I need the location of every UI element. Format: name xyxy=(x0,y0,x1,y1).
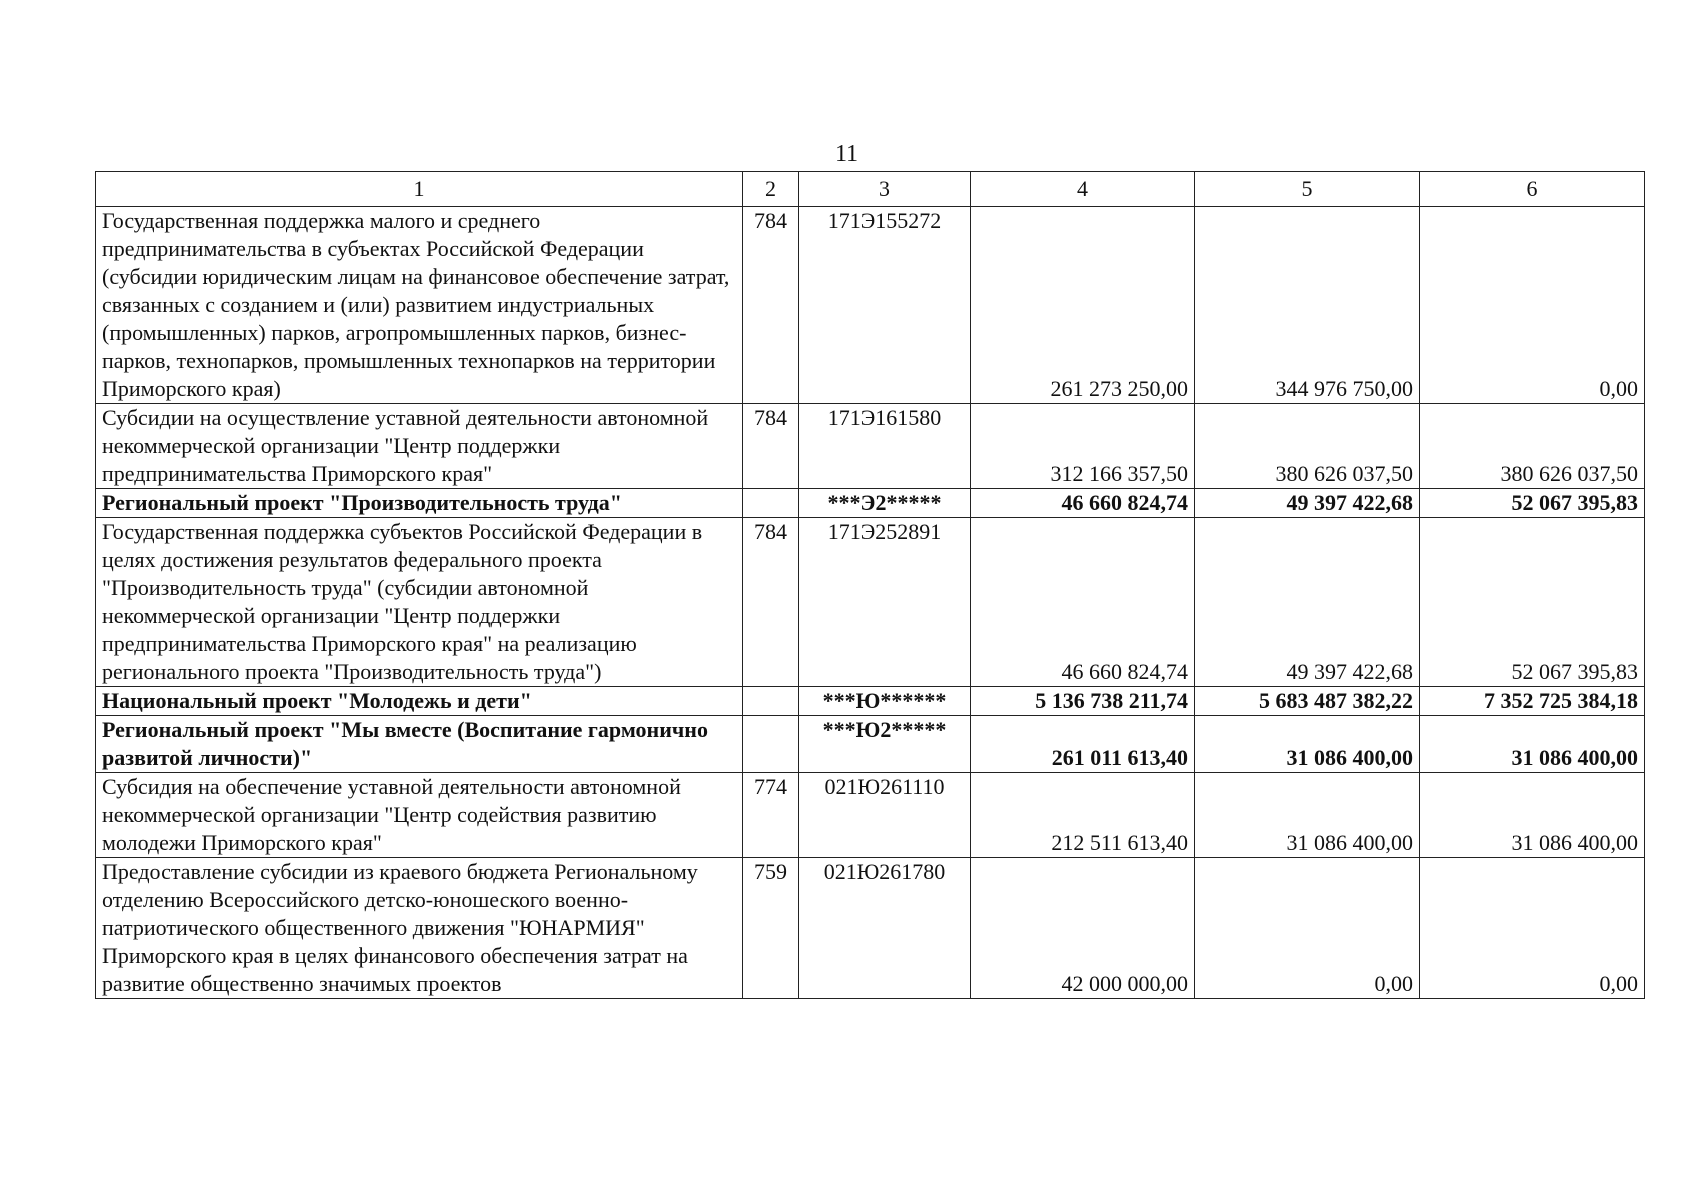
budget-table xyxy=(95,171,1645,999)
row-amount-col5: 380 626 037,50 xyxy=(1195,404,1420,489)
table-row xyxy=(96,207,1645,404)
row-amount-col4: 46 660 824,74 xyxy=(971,489,1195,518)
row-amount-col6: 31 086 400,00 xyxy=(1420,716,1645,773)
row-amount-col4: 46 660 824,74 xyxy=(971,518,1195,687)
row-amount-col5: 49 397 422,68 xyxy=(1195,518,1420,687)
table-row xyxy=(96,518,1645,687)
row-name: Субсидия на обеспечение уставной деятельности автономной некоммерческой организации "Центр содействия развитию молодежи Приморского края" xyxy=(96,773,743,858)
row-amount-col6: 7 352 725 384,18 xyxy=(1420,687,1645,716)
row-name: Национальный проект "Молодежь и дети" xyxy=(96,687,743,716)
row-department-code xyxy=(743,716,799,773)
row-target-article: ***Ю2***** xyxy=(799,716,971,773)
column-header-6: 6 xyxy=(1420,172,1645,207)
table-row-project xyxy=(96,489,1645,518)
table-header-row xyxy=(96,172,1645,207)
table-row-project xyxy=(96,687,1645,716)
row-name: Субсидии на осуществление уставной деятельности автономной некоммерческой организации "Центр поддержки предпринимательства Приморского края" xyxy=(96,404,743,489)
row-department-code: 784 xyxy=(743,207,799,404)
row-amount-col4: 5 136 738 211,74 xyxy=(971,687,1195,716)
row-amount-col4: 261 273 250,00 xyxy=(971,207,1195,404)
row-department-code xyxy=(743,489,799,518)
row-name: Региональный проект "Мы вместе (Воспитание гармонично развитой личности)" xyxy=(96,716,743,773)
row-amount-col5: 5 683 487 382,22 xyxy=(1195,687,1420,716)
row-amount-col5: 31 086 400,00 xyxy=(1195,773,1420,858)
row-amount-col4: 261 011 613,40 xyxy=(971,716,1195,773)
row-target-article: 171Э161580 xyxy=(799,404,971,489)
row-amount-col5: 344 976 750,00 xyxy=(1195,207,1420,404)
row-department-code: 759 xyxy=(743,858,799,999)
row-target-article: 171Э155272 xyxy=(799,207,971,404)
row-name: Государственная поддержка субъектов Российской Федерации в целях достижения результатов федерального проекта "Производительность труда" (субсидии автономной некоммерческой организации "Центр поддержки предпринимательства Приморского края" на реализацию регионального проекта "Производительность труда") xyxy=(96,518,743,687)
row-department-code: 784 xyxy=(743,404,799,489)
row-amount-col6: 52 067 395,83 xyxy=(1420,489,1645,518)
row-target-article: 021Ю261780 xyxy=(799,858,971,999)
row-amount-col5: 49 397 422,68 xyxy=(1195,489,1420,518)
row-amount-col5: 0,00 xyxy=(1195,858,1420,999)
table-row-project xyxy=(96,716,1645,773)
row-amount-col6: 52 067 395,83 xyxy=(1420,518,1645,687)
table-row xyxy=(96,404,1645,489)
column-header-5: 5 xyxy=(1195,172,1420,207)
table-row xyxy=(96,858,1645,999)
table-row xyxy=(96,773,1645,858)
column-header-2: 2 xyxy=(743,172,799,207)
row-target-article: ***Э2***** xyxy=(799,489,971,518)
row-amount-col6: 0,00 xyxy=(1420,207,1645,404)
row-department-code: 774 xyxy=(743,773,799,858)
row-target-article: 171Э252891 xyxy=(799,518,971,687)
row-amount-col6: 0,00 xyxy=(1420,858,1645,999)
row-amount-col6: 31 086 400,00 xyxy=(1420,773,1645,858)
row-target-article: ***Ю****** xyxy=(799,687,971,716)
row-target-article: 021Ю261110 xyxy=(799,773,971,858)
row-department-code xyxy=(743,687,799,716)
row-name: Государственная поддержка малого и среднего предпринимательства в субъектах Российской Федерации (субсидии юридическим лицам на финансовое обеспечение затрат, связанных с созданием и (или) развитием индустриальных (промышленных) парков, агропромышленных парков, бизнес-парков, технопарков, промышленных технопарков на территории Приморского края) xyxy=(96,207,743,404)
row-name: Предоставление субсидии из краевого бюджета Региональному отделению Всероссийского детско-юношеского военно-патриотического общественного движения "ЮНАРМИЯ" Приморского края в целях финансового обеспечения затрат на развитие общественно значимых проектов xyxy=(96,858,743,999)
row-amount-col6: 380 626 037,50 xyxy=(1420,404,1645,489)
row-amount-col4: 42 000 000,00 xyxy=(971,858,1195,999)
column-header-4: 4 xyxy=(971,172,1195,207)
row-name: Региональный проект "Производительность труда" xyxy=(96,489,743,518)
row-department-code: 784 xyxy=(743,518,799,687)
page-number: 11 xyxy=(834,141,859,167)
column-header-1: 1 xyxy=(96,172,743,207)
column-header-3: 3 xyxy=(799,172,971,207)
row-amount-col4: 312 166 357,50 xyxy=(971,404,1195,489)
row-amount-col5: 31 086 400,00 xyxy=(1195,716,1420,773)
row-amount-col4: 212 511 613,40 xyxy=(971,773,1195,858)
